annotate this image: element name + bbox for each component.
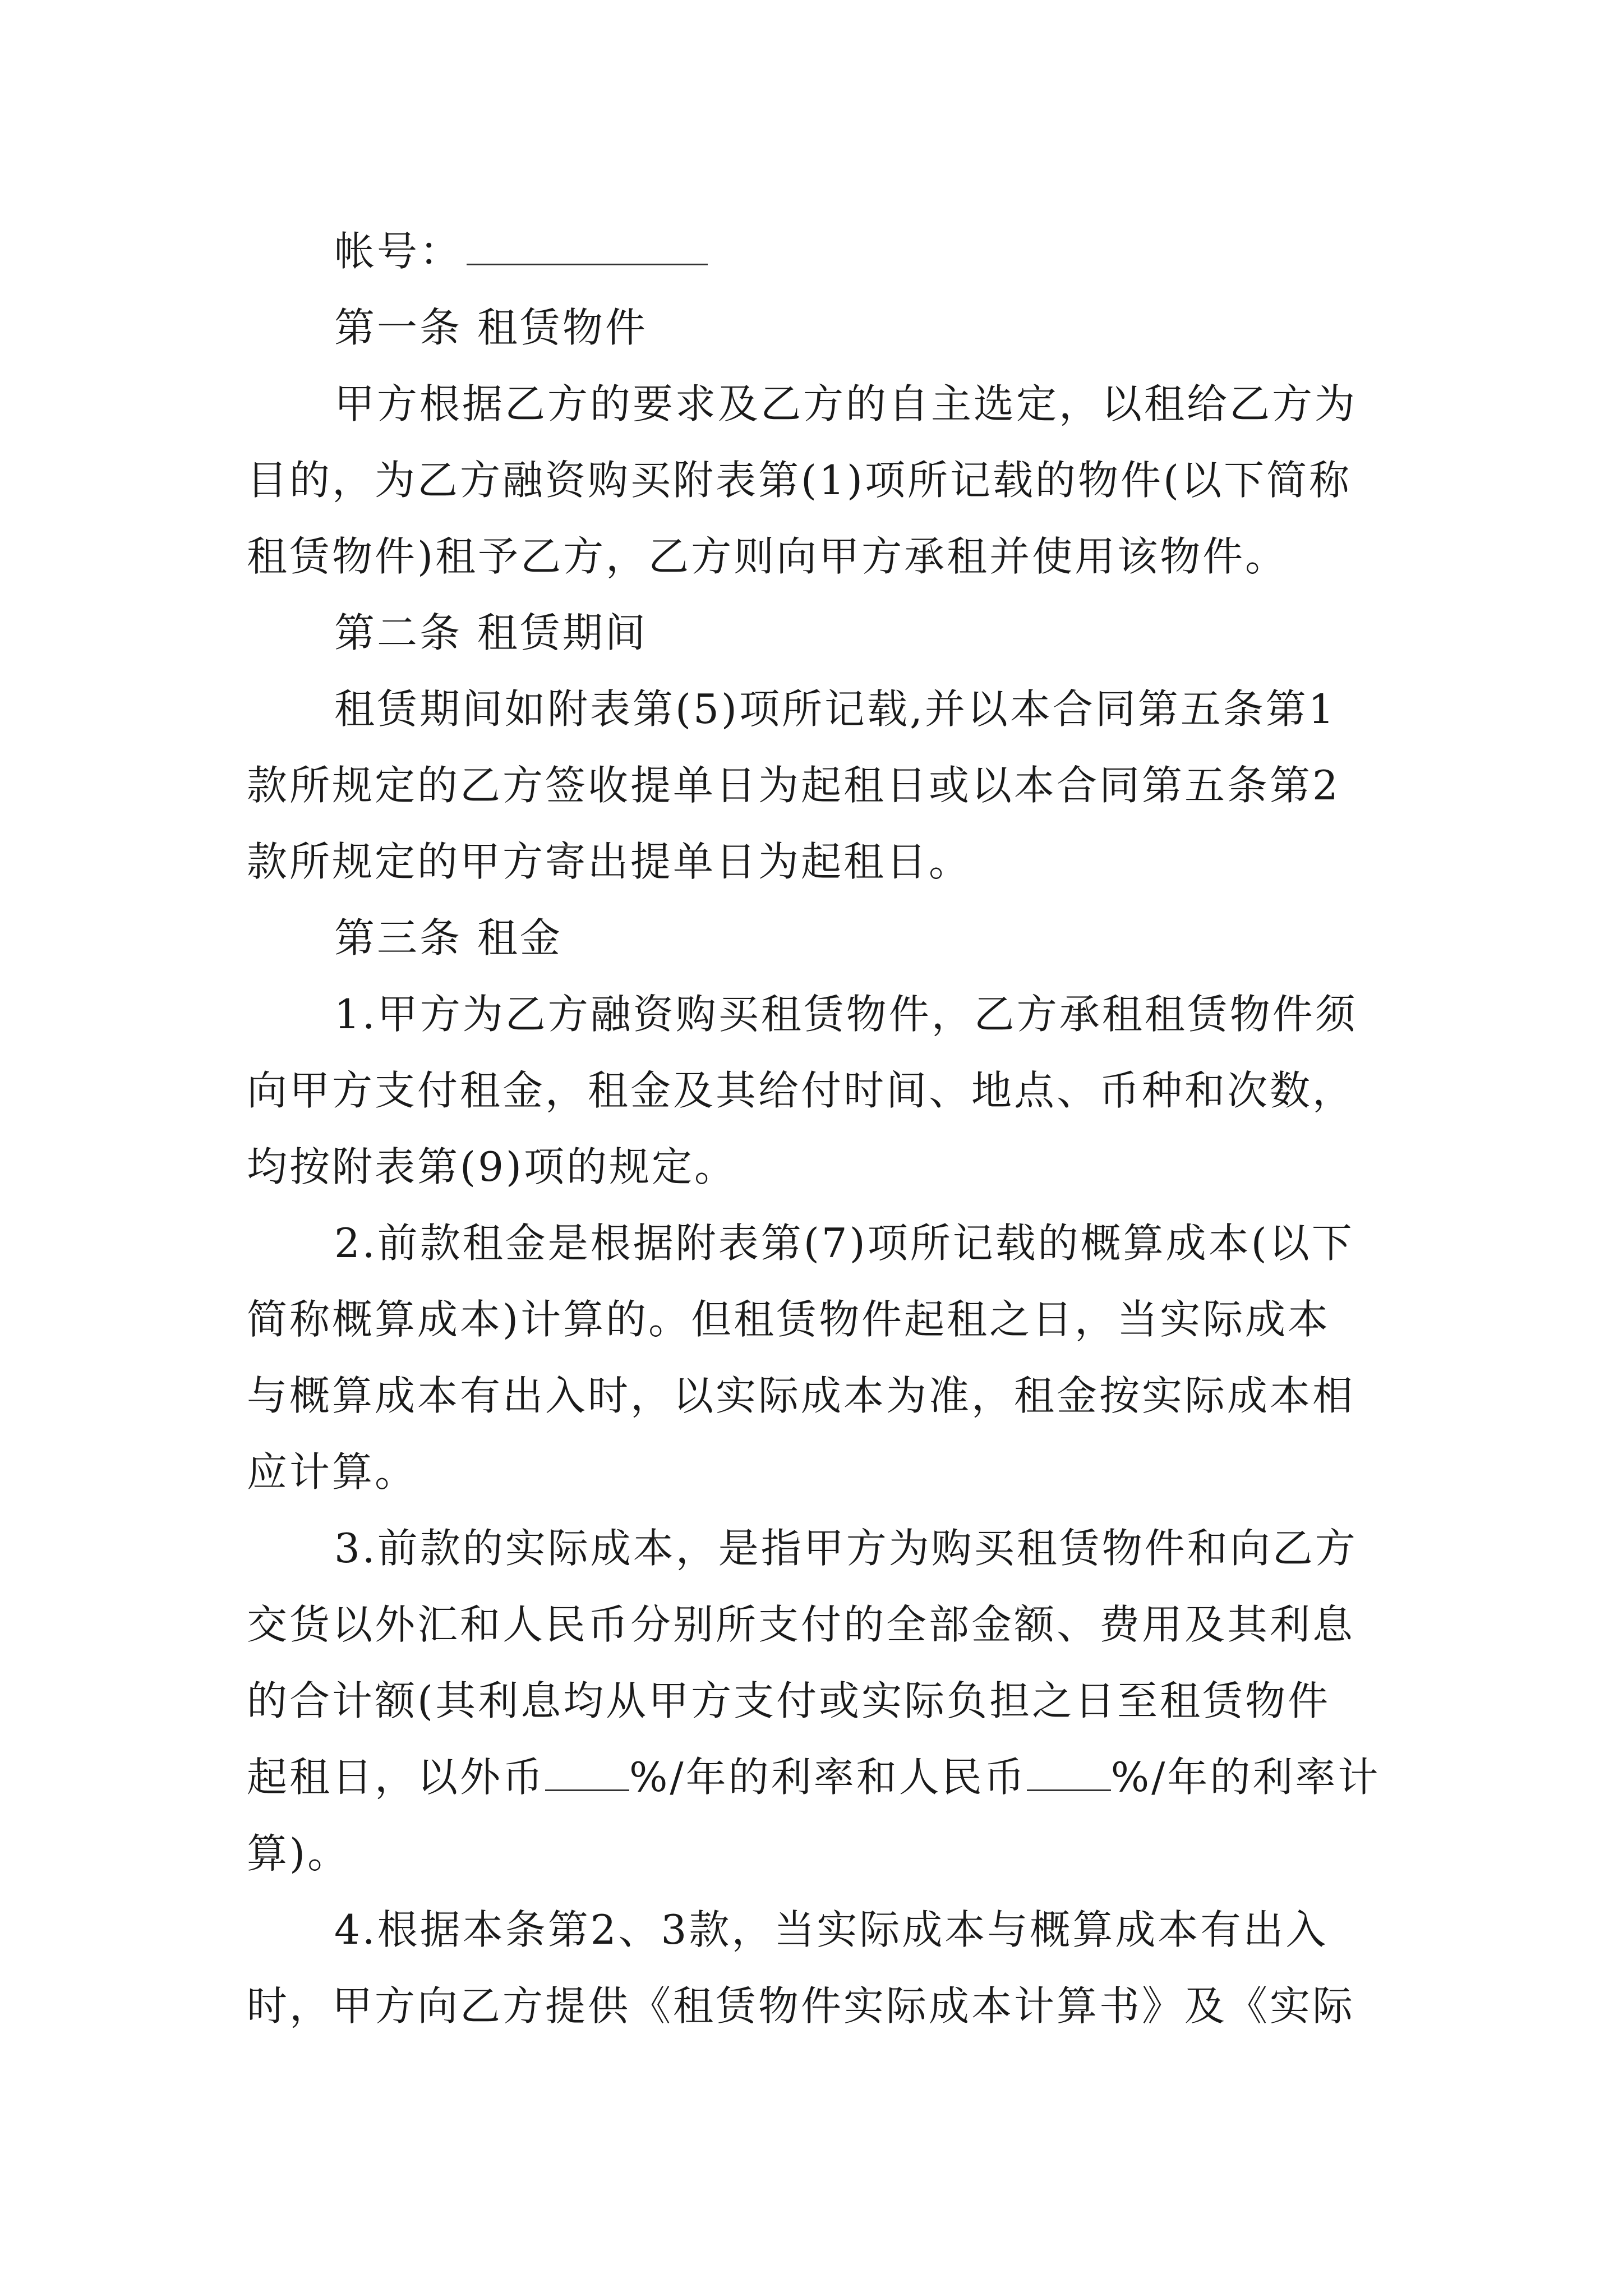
article-3-clause-2-line-2: 简称概算成本)计算的。但租赁物件起租之日，当实际成本 xyxy=(247,1296,1331,1343)
article-3-clause-1-line-2: 向甲方支付租金，租金及其给付时间、地点、币种和次数， xyxy=(247,1067,1355,1114)
rate-text-c: %/年的利率计 xyxy=(1110,1754,1381,1801)
article-2-line-3: 款所规定的甲方寄出提单日为起租日。 xyxy=(247,838,972,885)
article-3-clause-2-line-3: 与概算成本有出入时，以实际成本为准，租金按实际成本相 xyxy=(247,1372,1355,1419)
article-3-clause-2-line-1: 2.前款租金是根据附表第(7)项所记载的概算成本(以下 xyxy=(334,1220,1354,1267)
article-1-line-3: 租赁物件)租予乙方，乙方则向甲方承租并使用该物件。 xyxy=(247,533,1288,580)
article-3-clause-3-line-1: 3.前款的实际成本，是指甲方为购买租赁物件和向乙方 xyxy=(334,1525,1358,1572)
article-2-line-2: 款所规定的乙方签收提单日为起租日或以本合同第五条第2 xyxy=(247,762,1340,809)
article-3-clause-3-line-4 xyxy=(247,1739,1391,1815)
article-3-clause-3-line-2: 交货以外汇和人民币分别所支付的全部金额、费用及其利息 xyxy=(247,1601,1355,1648)
rate-text-a: 起租日，以外币 xyxy=(247,1754,546,1801)
article-1-title: 第一条 租赁物件 xyxy=(334,304,648,351)
account-label: 帐号： xyxy=(334,228,463,275)
article-3-clause-3-line-3: 的合计额(其利息均从甲方支付或实际负担之日至租赁物件 xyxy=(247,1677,1331,1724)
article-3-clause-2-line-4: 应计算。 xyxy=(247,1448,418,1496)
article-3-clause-1-line-1: 1.甲方为乙方融资购买租赁物件，乙方承租租赁物件须 xyxy=(334,991,1358,1038)
contract-body xyxy=(247,213,1391,2044)
article-3-title: 第三条 租金 xyxy=(334,914,562,961)
article-3-clause-4-line-2: 时，甲方向乙方提供《租赁物件实际成本计算书》及《实际 xyxy=(247,1982,1355,2030)
account-line xyxy=(247,213,1391,289)
article-2-line-1: 租赁期间如附表第(5)项所记载,并以本合同第五条第1 xyxy=(334,685,1336,733)
article-3-clause-3-line-5: 算)。 xyxy=(247,1830,351,1877)
article-3-clause-1-line-3: 均按附表第(9)项的规定。 xyxy=(247,1143,737,1190)
account-blank xyxy=(467,222,708,265)
foreign-rate-blank xyxy=(545,1748,629,1791)
article-1-line-2: 目的，为乙方融资购买附表第(1)项所记载的物件(以下简称 xyxy=(247,457,1352,504)
article-3-clause-4-line-1: 4.根据本条第2、3款，当实际成本与概算成本有出入 xyxy=(334,1906,1329,1953)
article-2-title: 第二条 租赁期间 xyxy=(334,609,648,656)
rmb-rate-blank xyxy=(1027,1748,1111,1791)
rate-text-b: %/年的利率和人民币 xyxy=(629,1754,1027,1801)
article-1-line-1: 甲方根据乙方的要求及乙方的自主选定，以租给乙方为 xyxy=(334,380,1358,427)
